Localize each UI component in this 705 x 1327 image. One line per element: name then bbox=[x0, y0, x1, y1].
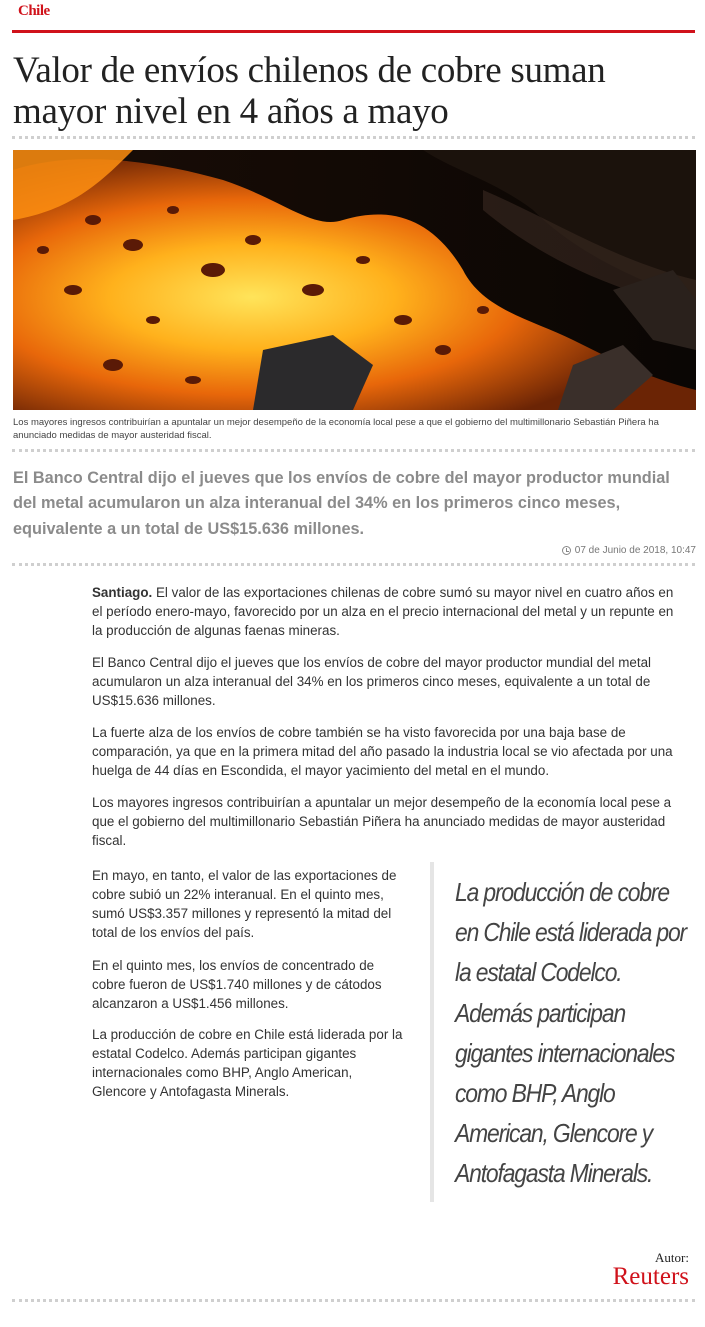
dotted-divider-top bbox=[12, 136, 695, 139]
paragraph-6-text: En el quinto mes, los envíos de concentrado de cobre fueron de US$1.740 millones y de cátodos alcanzaron a US$1.456 millones. bbox=[92, 958, 382, 1011]
paragraph-4-text: Los mayores ingresos contribuirían a apuntalar un mejor desempeño de la economía local pese a que el gobierno del multimillonario Sebastián Piñera ha anunciado medidas de mayor austeridad fiscal. bbox=[92, 795, 672, 848]
paragraph-1-text: El valor de las exportaciones chilenas de cobre sumó su mayor nivel en cuatro años en el período enero-mayo, favorecido por un alza en el precio internacional del metal y un repunte en la producción de algunas faenas mineras. bbox=[92, 585, 674, 638]
clock-icon bbox=[562, 546, 571, 555]
dotted-divider-bottom bbox=[12, 1299, 695, 1302]
paragraph-5-text: En mayo, en tanto, el valor de las exportaciones de cobre subió un 22% interanual. En el quinto mes, sumó US$3.357 millones y representó la mitad del total de los envíos del país. bbox=[92, 868, 397, 940]
image-caption: Los mayores ingresos contribuirían a apuntalar un mejor desempeño de la economía local pese a que el gobierno del multimillonario Sebastián Piñera ha anunciado medidas de mayor austeridad fiscal. bbox=[13, 417, 659, 441]
paragraph-4 bbox=[92, 793, 684, 850]
molten-copper-image bbox=[13, 150, 696, 410]
author-name[interactable]: Reuters bbox=[612, 1263, 689, 1290]
article-photo bbox=[13, 150, 696, 410]
publish-date bbox=[562, 545, 696, 556]
article-lead: El Banco Central dijo el jueves que los envíos de cobre del mayor productor mundial del metal acumularon un alza interanual del 34% en los primeros cinco meses, equivalente a un total de US$15.636 millones. bbox=[13, 469, 670, 538]
paragraph-3 bbox=[92, 723, 684, 780]
paragraph-5 bbox=[92, 866, 410, 942]
paragraph-1 bbox=[92, 583, 684, 640]
dotted-divider-caption bbox=[12, 449, 695, 452]
section-divider bbox=[12, 30, 695, 33]
dotted-divider-body bbox=[12, 563, 695, 566]
pull-quote-bar bbox=[430, 862, 434, 1202]
paragraph-2 bbox=[92, 653, 684, 710]
dateline: Santiago. bbox=[92, 585, 153, 600]
paragraph-6 bbox=[92, 956, 410, 1013]
pull-quote: La producción de cobre en Chile está liderada por la estatal Codelco. Además participan gigantes internacionales como BHP, Anglo American, Glencore y Antofagasta Minerals. bbox=[455, 877, 686, 1189]
paragraph-3-text: La fuerte alza de los envíos de cobre también se ha visto favorecida por una baja base de comparación, ya que en la primera mitad del año pasado la industria local se vio afectada por una huelga de 44 días en Escondida, el mayor yacimiento del metal en el mundo. bbox=[92, 725, 673, 778]
article-headline: Valor de envíos chilenos de cobre suman mayor nivel en 4 años a mayo bbox=[13, 50, 606, 132]
paragraph-2-text: El Banco Central dijo el jueves que los envíos de cobre del mayor productor mundial del metal acumularon un alza interanual del 34% en los primeros cinco meses, equivalente a un total de US$15.636 millones. bbox=[92, 655, 651, 708]
section-link-chile[interactable]: Chile bbox=[18, 3, 50, 19]
paragraph-7 bbox=[92, 1025, 410, 1101]
paragraph-7-text: La producción de cobre en Chile está liderada por la estatal Codelco. Además participan gigantes internacionales como BHP, Anglo American, Glencore y Antofagasta Minerals. bbox=[92, 1027, 403, 1099]
publish-date-text: 07 de Junio de 2018, 10:47 bbox=[574, 545, 696, 556]
author-label: Autor: bbox=[655, 1250, 689, 1265]
